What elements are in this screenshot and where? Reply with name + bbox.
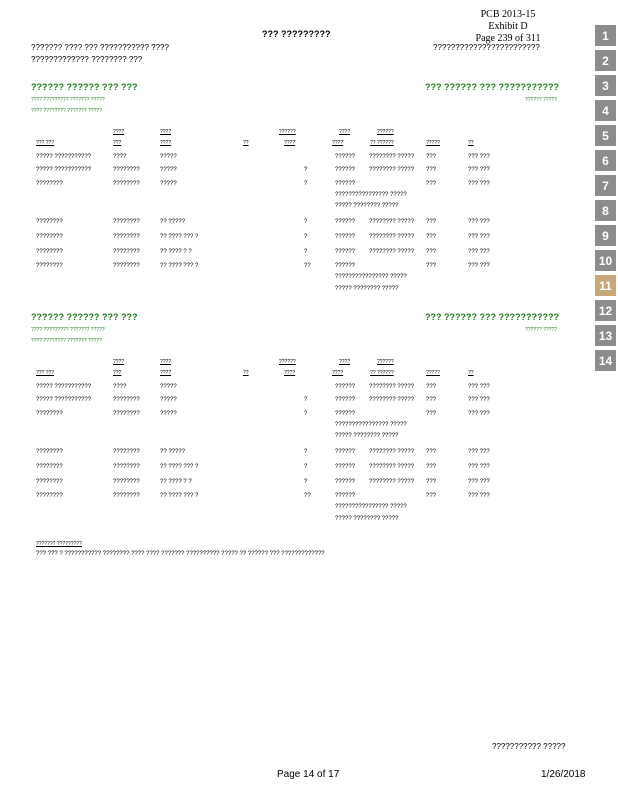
table-cell: ?: [304, 464, 308, 470]
page-tab-4[interactable]: 4: [595, 100, 616, 121]
column-header: ??: [468, 370, 474, 376]
table-cell: ??????: [335, 249, 356, 255]
column-header: ??? ???: [36, 370, 55, 376]
table-cell: ????????: [113, 234, 140, 240]
table-cell: ?????: [160, 384, 177, 390]
table-cell: ????? ???????????: [36, 384, 92, 390]
table-cell: ?: [304, 449, 308, 455]
table-cell: ?? ?????: [160, 219, 186, 225]
column-header: ????: [160, 370, 172, 376]
section-heading-right: ??? ?????? ??? ???????????: [425, 82, 559, 92]
page-tab-6[interactable]: 6: [595, 150, 616, 171]
header-left-line-1: ??????? ???? ??? ??????????? ????: [31, 43, 169, 52]
table-cell: ?? ???? ? ?: [160, 479, 192, 485]
table-cell: ???: [426, 249, 437, 255]
table-cell: ?: [304, 249, 308, 255]
table-cell: ????: [113, 384, 127, 390]
page-tab-5[interactable]: 5: [595, 125, 616, 146]
table-cell: ????? ???????????: [36, 397, 92, 403]
table-cell: ?? ???? ? ?: [160, 249, 192, 255]
table-cell: ???: [426, 411, 437, 417]
table-cell: ???????????????? ?????: [335, 192, 407, 198]
table-cell: ??????: [335, 167, 356, 173]
table-cell: ????????: [113, 464, 140, 470]
table-cell: ????????: [36, 219, 63, 225]
table-cell: ???: [426, 167, 437, 173]
page-tab-7[interactable]: 7: [595, 175, 616, 196]
table-cell: ???????? ?????: [369, 219, 415, 225]
table-cell: ????? ???????????: [36, 167, 92, 173]
column-group-header: ??????: [279, 129, 296, 135]
table-cell: ??????: [335, 397, 356, 403]
table-cell: ???????? ?????: [369, 464, 415, 470]
column-header: ??: [243, 140, 249, 146]
table-cell: ???????? ?????: [369, 167, 415, 173]
table-cell: ?????: [160, 397, 177, 403]
table-cell: ??? ???: [468, 181, 490, 187]
table-cell: ??: [304, 493, 311, 499]
table-cell: ????? ???????? ?????: [335, 433, 399, 439]
table-cell: ??? ???: [468, 154, 490, 160]
table-cell: ??? ???: [468, 384, 490, 390]
stamp-line-3: Page 239 of 311: [475, 33, 541, 44]
table-cell: ???????? ?????: [369, 249, 415, 255]
table-cell: ??? ???: [468, 234, 490, 240]
table-cell: ????? ???????? ?????: [335, 286, 399, 292]
table-cell: ???: [426, 219, 437, 225]
table-cell: ????????: [113, 249, 140, 255]
column-header: ????: [160, 140, 172, 146]
table-cell: ??? ???: [468, 219, 490, 225]
section-heading-right: ??? ?????? ??? ???????????: [425, 312, 559, 322]
table-cell: ????????: [36, 234, 63, 240]
table-cell: ??????: [335, 449, 356, 455]
table-cell: ??????: [335, 493, 356, 499]
table-cell: ??????: [335, 384, 356, 390]
page-tab-13[interactable]: 13: [595, 325, 616, 346]
table-cell: ???: [426, 181, 437, 187]
section-subheading-right: ?????? ?????: [525, 327, 557, 333]
page-tab-11[interactable]: 11: [595, 275, 616, 296]
table-cell: ??????: [335, 479, 356, 485]
table-cell: ??????: [335, 234, 356, 240]
table-cell: ??: [304, 263, 311, 269]
table-cell: ?????: [160, 154, 177, 160]
table-cell: ????????: [113, 181, 140, 187]
footer-date: 1/26/2018: [541, 769, 586, 780]
column-group-header: ????: [339, 129, 351, 135]
table-cell: ???: [426, 397, 437, 403]
table-cell: ?????: [160, 167, 177, 173]
table-cell: ????????: [36, 181, 63, 187]
page-tab-1[interactable]: 1: [595, 25, 616, 46]
table-cell: ??? ???: [468, 449, 490, 455]
table-cell: ????????: [113, 397, 140, 403]
table-cell: ???: [426, 479, 437, 485]
table-cell: ?: [304, 411, 308, 417]
column-group-header: ??????: [279, 359, 296, 365]
table-cell: ?? ???? ??? ?: [160, 464, 199, 470]
table-cell: ??? ???: [468, 263, 490, 269]
stamp-line-2: Exhibit D: [488, 21, 528, 32]
table-cell: ???: [426, 154, 437, 160]
table-cell: ?: [304, 397, 308, 403]
table-cell: ??? ???: [468, 397, 490, 403]
table-cell: ????????: [113, 263, 140, 269]
table-cell: ???????? ?????: [369, 154, 415, 160]
section-heading-left: ?????? ?????? ??? ???: [31, 312, 138, 322]
footer-page-number: Page 14 of 17: [277, 769, 340, 780]
table-cell: ????????: [113, 167, 140, 173]
table-cell: ???????? ?????: [369, 384, 415, 390]
table-cell: ?: [304, 181, 308, 187]
column-group-header: ????: [113, 129, 125, 135]
column-header: ??: [243, 370, 249, 376]
table-cell: ??????: [335, 154, 356, 160]
column-header: ?? ??????: [370, 140, 394, 146]
table-cell: ????????: [113, 449, 140, 455]
table-cell: ?????: [160, 181, 177, 187]
section-subheading-right: ?????? ?????: [525, 97, 557, 103]
notes-text: ??? ??? ? ??????????? ???????? ???? ???? ??????? ?????????? ????? ?? ?????? ??? ?????????????: [36, 551, 325, 557]
table-cell: ??????: [335, 219, 356, 225]
table-cell: ??? ???: [468, 249, 490, 255]
table-cell: ????????: [113, 219, 140, 225]
table-cell: ????: [113, 154, 127, 160]
table-cell: ????????: [36, 249, 63, 255]
footer-signature: ??????????? ?????: [492, 742, 566, 751]
table-cell: ?: [304, 479, 308, 485]
column-header: ?????: [426, 140, 440, 146]
table-cell: ???????????????? ?????: [335, 504, 407, 510]
column-group-header: ????: [160, 359, 172, 365]
header-left-line-2: ????????????? ???????? ???: [31, 55, 143, 64]
column-group-header: ??????: [377, 359, 394, 365]
column-group-header: ????: [339, 359, 351, 365]
stamp-line-1: PCB 2013-15: [480, 9, 536, 20]
table-cell: ????????: [36, 464, 63, 470]
table-cell: ???????????????? ?????: [335, 422, 407, 428]
table-cell: ?: [304, 219, 308, 225]
table-cell: ???????? ?????: [369, 449, 415, 455]
table-cell: ???: [426, 493, 437, 499]
table-cell: ???????? ?????: [369, 479, 415, 485]
table-cell: ???: [426, 464, 437, 470]
table-cell: ??????: [335, 411, 356, 417]
table-cell: ????????: [36, 449, 63, 455]
table-cell: ???: [426, 449, 437, 455]
column-header: ???: [113, 370, 122, 376]
table-cell: ????????: [113, 411, 140, 417]
table-cell: ???: [426, 234, 437, 240]
table-cell: ???: [426, 263, 437, 269]
table-cell: ?? ???? ??? ?: [160, 263, 199, 269]
column-header: ???: [113, 140, 122, 146]
page-tab-8[interactable]: 8: [595, 200, 616, 221]
section-heading-left: ?????? ?????? ??? ???: [31, 82, 138, 92]
table-cell: ??? ???: [468, 464, 490, 470]
table-cell: ????????: [36, 263, 63, 269]
exhibit-stamp: [468, 9, 548, 45]
table-cell: ????????: [113, 493, 140, 499]
section-subheading-2: ???? ???????? ??????? ?????: [31, 338, 102, 344]
page-tab-14[interactable]: 14: [595, 350, 616, 371]
table-cell: ??? ???: [468, 411, 490, 417]
column-header: ????: [332, 140, 344, 146]
page-tab-9[interactable]: 9: [595, 225, 616, 246]
page-tab-12[interactable]: 12: [595, 300, 616, 321]
table-cell: ??? ???: [468, 479, 490, 485]
column-group-header: ????: [160, 129, 172, 135]
section-subheading-2: ???? ???????? ??????? ?????: [31, 108, 102, 114]
table-cell: ???????? ?????: [369, 234, 415, 240]
column-header: ??: [468, 140, 474, 146]
section-subheading-1: ???? ????????? ??????? ?????: [31, 97, 105, 103]
table-cell: ??? ???: [468, 493, 490, 499]
table-cell: ????? ???????? ?????: [335, 203, 399, 209]
column-group-header: ??????: [377, 129, 394, 135]
document-title: ??? ?????????: [262, 29, 331, 39]
column-header: ??? ???: [36, 140, 55, 146]
column-header: ????: [284, 140, 296, 146]
table-cell: ??????: [335, 464, 356, 470]
page-tab-2[interactable]: 2: [595, 50, 616, 71]
table-cell: ???????? ?????: [369, 397, 415, 403]
table-cell: ????????: [36, 411, 63, 417]
table-cell: ?? ???? ??? ?: [160, 493, 199, 499]
table-cell: ?: [304, 167, 308, 173]
column-group-header: ????: [113, 359, 125, 365]
table-cell: ????????: [36, 479, 63, 485]
table-cell: ?????: [160, 411, 177, 417]
table-cell: ???: [426, 384, 437, 390]
column-header: ????: [332, 370, 344, 376]
section-subheading-1: ???? ????????? ??????? ?????: [31, 327, 105, 333]
table-cell: ????????: [113, 479, 140, 485]
page-tab-3[interactable]: 3: [595, 75, 616, 96]
table-cell: ????? ???????? ?????: [335, 516, 399, 522]
table-cell: ?? ?????: [160, 449, 186, 455]
table-cell: ???????????????? ?????: [335, 274, 407, 280]
table-cell: ?: [304, 234, 308, 240]
table-cell: ?? ???? ??? ?: [160, 234, 199, 240]
table-cell: ??? ???: [468, 167, 490, 173]
page-tab-10[interactable]: 10: [595, 250, 616, 271]
column-header: ?? ??????: [370, 370, 394, 376]
table-cell: ????? ???????????: [36, 154, 92, 160]
column-header: ????: [284, 370, 296, 376]
column-header: ?????: [426, 370, 440, 376]
notes-label: ??????? ?????????: [36, 541, 82, 547]
header-right: ????????????????????????: [433, 43, 540, 52]
table-cell: ??????: [335, 263, 356, 269]
table-cell: ??????: [335, 181, 356, 187]
table-cell: ????????: [36, 493, 63, 499]
